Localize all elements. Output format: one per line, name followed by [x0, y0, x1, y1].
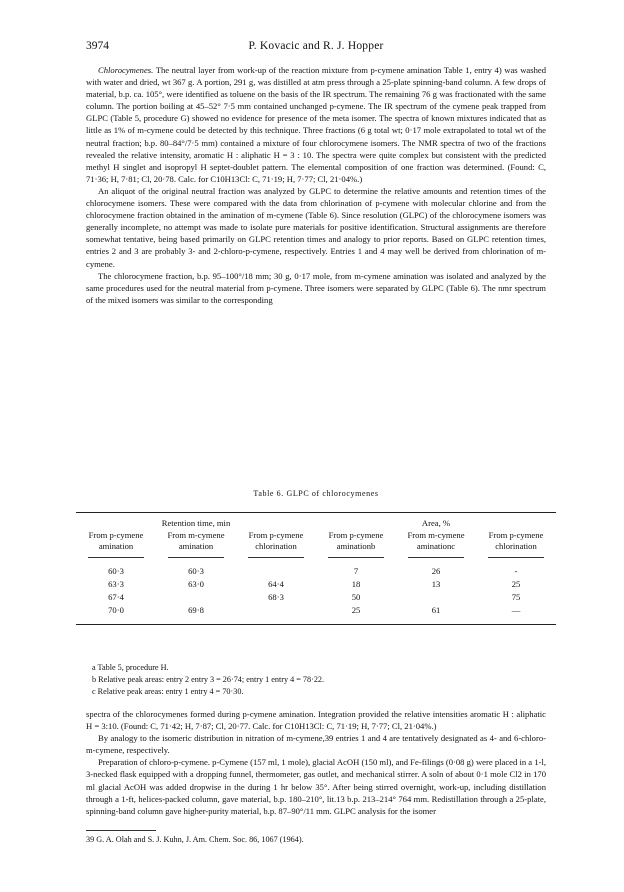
table-caption: Table 6. GLPC of chlorocymenes	[253, 489, 379, 498]
column-header: From m-cymene aminationc	[407, 530, 465, 551]
table-cell: 61	[431, 605, 441, 615]
body-text-continued	[86, 708, 546, 817]
table-cell: 67·4	[108, 592, 124, 602]
table-cell: 60·3	[188, 566, 204, 576]
table-cell: -	[514, 566, 518, 576]
column-header: From m-cymene amination	[167, 530, 225, 551]
table-cell: 7	[353, 566, 359, 576]
table-cell: 25	[511, 579, 521, 589]
table-note: a Table 5, procedure H.	[92, 663, 169, 672]
paragraph-chlorocymenes	[86, 64, 546, 185]
table-cell: 69·8	[188, 605, 204, 615]
table-cell: 60·3	[108, 566, 124, 576]
body-text	[86, 64, 546, 306]
column-header: From p-cymene chlorination	[248, 530, 304, 551]
table-cell: 26	[431, 566, 441, 576]
paragraph-spectra: spectra of the chlorocymenes formed during p-cymene amination. Integration provided the relative intensities aromatic H : aliphatic H = 3:10. (Found: C, 71·42; H, 7·87; Cl, 20·77. Calc. for C10H13Cl: C, 71·19; H, 7·77; Cl, 21·04%.)	[86, 709, 546, 732]
table-note: c Relative peak areas: entry 1 entry 4 = 70·30.	[92, 687, 244, 696]
table-cell: 25	[351, 605, 361, 615]
column-header: From p-cymene amination	[88, 530, 144, 551]
page-number: 3974	[86, 40, 109, 52]
column-underline	[488, 557, 544, 558]
table-cell: —	[511, 605, 521, 615]
table-bottom-rule	[76, 624, 556, 625]
footnote: 39 G. A. Olah and S. J. Kuhn, J. Am. Chem. Soc. 86, 1067 (1964).	[86, 835, 304, 844]
column-header: From p-cymene aminationb	[328, 530, 384, 551]
section-lead-in: Chlorocymenes.	[98, 65, 154, 75]
table-cell: 18	[351, 579, 361, 589]
table-cell: 13	[431, 579, 441, 589]
footnote-rule	[86, 830, 156, 831]
group-header-retention: Retention time, min	[161, 518, 231, 528]
table-cell: 70·0	[108, 605, 124, 615]
page-header	[86, 40, 546, 56]
table-top-rule	[76, 512, 556, 513]
table-cell: 75	[511, 592, 521, 602]
paragraph-m-cymene: The chlorocymene fraction, b.p. 95–100°/18 mm; 30 g, 0·17 mole, from m-cymene amination was isolated and analyzed by the same procedures used for the neutral material from p-cymene. Three isomers were separated by GLPC (Table 6). The nmr spectrum of the mixed isomers was similar to the corresponding	[86, 270, 546, 305]
column-underline	[248, 557, 304, 558]
table-notes	[86, 662, 546, 698]
paragraph-analogy: By analogy to the isomeric distribution in nitration of m-cymene,39 entries 1 and 4 are tentatively designated as 4- and 6-chloro-m-cymene, respectively.	[86, 733, 546, 756]
paragraph-aliquot: An aliquot of the original neutral fraction was analyzed by GLPC to determine the relative amounts and retention times of the chlorocymene isomers. These were compared with the data from chlorination of p-cymene with molecular chlorine and from the chlorocymene fraction obtained in the amination of m-cymene (Table 6). Since resolution (GLPC) of the chlorocymene isomers was generally incomplete, no attempt was made to isolate pure materials for positive identification. Structural assignments are therefore somewhat tentative, being based primarily on GLPC retention times and analogy to prior reports. Based on GLPC retention times, entries 2 and 3 are probably 3- and 2-chloro-p-cymene, respectively. Entries 1 and 4 may well be derived from chlorination of m-cymene.	[86, 185, 546, 269]
group-header-area: Area, %	[421, 518, 451, 528]
table-cell: 63·3	[108, 579, 124, 589]
column-underline	[328, 557, 384, 558]
column-underline	[88, 557, 144, 558]
table-note: b Relative peak areas: entry 2 entry 3 = 26·74; entry 1 entry 4 = 78·22.	[92, 675, 325, 684]
running-title: P. Kovacic and R. J. Hopper	[248, 40, 384, 52]
column-header: From p-cymene chlorination	[488, 530, 544, 551]
column-underline	[408, 557, 464, 558]
paragraph-text: The neutral layer from work-up of the reaction mixture from p-cymene amination Table 1, entry 4) was washed with water and dried, wt 367 g. A portion, 291 g, was distilled at atm press through a 25-plate spinning-band column. A few drops of material, b.p. ca. 105°, were identified as toluene on the basis of the IR spectrum. The remaining 76 g was fractionated with the same column. The portion boiling at 45–52° 7·5 mm contained unchanged p-cymene. The IR spectrum of the cymene peak trapped from GLPC (Table 5, procedure G) showed no evidence for presence of the meta isomer. The spectra of known mixtures indicated that as little as 1% of m-cymene could be detected by this technique. Three fractions (6 g total wt; 0·17 mole extrapolated to total wt of the neutral fraction; b.p. 80–84°/7·5 mm) contained a mixture of four chlorocymene isomers. The NMR spectra of two of the fractions revealed the relative intensity, aromatic H : aliphatic H = 3 : 10. The spectra were quite complex but consistent with the predicted methyl H singlet and isopropyl H septet-doublet pattern. The elemental composition of one fraction was determined. (Found: C, 71·36; H, 7·81; Cl, 20·78. Calc. for C10H13Cl: C, 71·19; H, 7·77; Cl, 21·04%.)	[86, 65, 546, 184]
paragraph-preparation: Preparation of chloro-p-cymene. p-Cymene (157 ml, 1 mole), glacial AcOH (150 ml), and Fe-filings (0·08 g) were placed in a 1-l, 3-necked flask equipped with a dropping funnel, thermometer, gas outlet, and mechanical stirrer. A soln of about 0·1 mole Cl2 in 170 ml glacial AcOH was added dropwise in the during 1 hr below 35°. After being stirred overnight, work-up, including distillation through a 1-ft, helices-packed column, gave material, b.p. 180–210°, lit.13 b.p. 213–214° 764 mm. Redistillation through a 25-plate, spinning-band column gave higher-purity material, b.p. 87–90°/11 mm. GLPC analysis for the isomer	[86, 757, 546, 816]
table-cell: 50	[351, 592, 361, 602]
table-cell: 68·3	[268, 592, 284, 602]
table-cell: 63·0	[188, 579, 204, 589]
column-underline	[168, 557, 224, 558]
table-cell: 64·4	[268, 579, 284, 589]
